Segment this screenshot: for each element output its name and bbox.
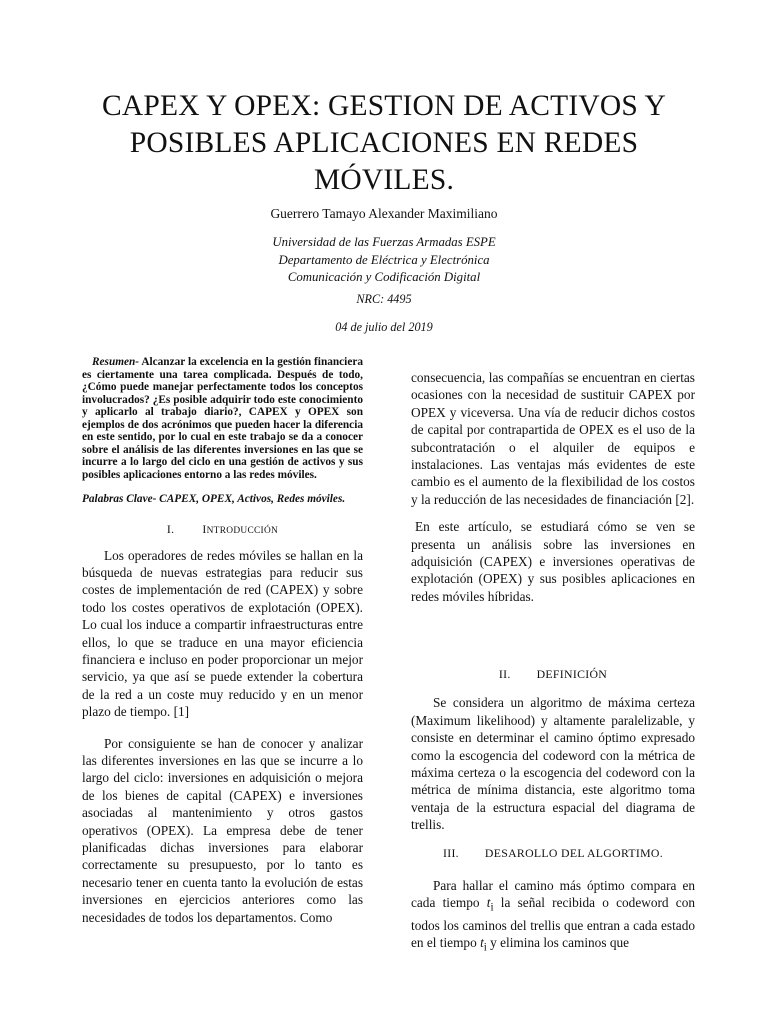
affiliation-line: Universidad de las Fuerzas Armadas ESPE [272,235,496,249]
paragraph: Por consiguiente se han de conocer y analizar las diferentes inversiones en las que se incurre a lo largo del ciclo: inversiones en adquisición o mejora de los bienes de capital (CAPEX) e inversiones asociadas al mantenimiento y otros gastos operativos (OPEX). La empresa debe de tener planificadas dichas inversiones para elaborar correctamente su presupuesto, por lo tanto es necesario tener en cuenta tanto la evolución de estas inversiones en ejercicios anteriores como las necesidades de todos los departamentos. Como [82,735,363,925]
paper-date: 04 de julio del 2019 [335,320,433,334]
section-title-rest: NTRODUCCIÓN [206,525,279,536]
affiliation [0,234,768,287]
paragraph: Se considera un algoritmo de máxima certeza (Maximum likelihood) y altamente paralelizable, y consiste en determinar el camino óptimo expresado como la escogencia del codeword con la métrica de máxima certeza o la escogencia del codeword con la métrica de mínima distancia, este algoritmo toma ventaja de la estructura espacial del diagrama de trellis. [411,695,695,833]
title-line: CAPEX Y OPEX: GESTION DE ACTIVOS Y [101,90,667,122]
section-title: DEFINICIÓN [536,667,608,682]
section-number: I. [166,521,175,536]
section-heading-desarrollo [411,846,695,861]
paragraph [411,877,695,958]
text-run: la señal recibida o codeword con todos los caminos del trellis que entran a cada estado en el tiempo [411,894,695,951]
section-title: DESAROLLO DEL ALGORTIMO. [484,845,664,860]
affiliation-line: Comunicación y Codificación Digital [287,270,481,284]
paragraph: Los operadores de redes móviles se hallan en la búsqueda de nuevas estrategias para reducir sus costes de implementación de red (CAPEX) y sobre todo los costes operativos de explotación (OPEX). Lo cual los induce a compartir infraestructuras entre ellos, lo que se traduce en una mayor eficiencia financiera e incluso en poder proporcionar un mejor servicio, ya que así se puede extender la cobertura de la red a un coste muy reducido y en un menor plazo de tiempo. [1] [82,547,363,720]
math-subscript: i [483,942,487,955]
keywords: Palabras Clave- CAPEX, OPEX, Activos, Redes móviles. [82,493,346,505]
nrc-code: NRC: 4495 [356,292,412,306]
section-heading-definicion [411,667,695,682]
affiliation-line: Departamento de Eléctrica y Electrónica [278,252,490,267]
right-column [411,369,695,957]
abstract-text: Alcanzar la excelencia en la gestión financiera es ciertamente una tarea complicada. Después de todo, ¿Cómo puede manejar perfectamente todos los conceptos involucrados? ¿Es posible adquirir todo este conocimiento y aplicarlo al trabajo diario?, CAPEX y OPEX son ejemplos de dos acrónimos que pueden hacer la diferencia en este sentido, por lo cual en este trabajo se da a conocer sobre el análisis de las diferentes inversiones en las que se incurre a lo largo del ciclo en una gestión de activos y sus posibles aplicaciones entorno a las redes móviles. [82,356,363,481]
abstract-label: Resumen- [92,356,140,368]
paragraph: En este artículo, se estudiará cómo se ven se presenta un análisis sobre las inversiones en adquisición (CAPEX) e inversiones operativas de explotación (OPEX) y sus posibles aplicaciones en redes móviles híbridas. [411,519,695,604]
paragraph: consecuencia, las compañías se encuentran en ciertas ocasiones con la necesidad de sustituir CAPEX por OPEX y viceversa. Una vía de reducir dichos costos de capital por contrapartida de OPEX es el uso de la subcontratación o el alquiler de equipos e instalaciones. Las ventajas más evidentes de este cambio es el aumento de la flexibilidad de los costos y la reducción de las necesidades de financiación [2]. [411,370,695,507]
author-name: Guerrero Tamayo Alexander Maximiliano [270,206,498,221]
title-line: POSIBLES APLICACIONES EN REDES [129,127,639,159]
section-number: II. [498,667,511,682]
abstract [82,356,363,481]
section-heading-introduccion [82,522,363,537]
section-number: III. [442,845,459,860]
paper-title [40,88,728,199]
text-run: Para hallar el camino más óptimo compara en cada tiempo [411,877,695,910]
text-run: y elimina los caminos que [486,935,630,951]
section-title-initial: I [202,521,207,536]
math-variable: t [480,935,484,951]
left-column [82,356,363,926]
title-line: MÓVILES. [313,164,455,196]
math-variable: t [486,894,491,910]
math-subscript: i [490,901,494,914]
